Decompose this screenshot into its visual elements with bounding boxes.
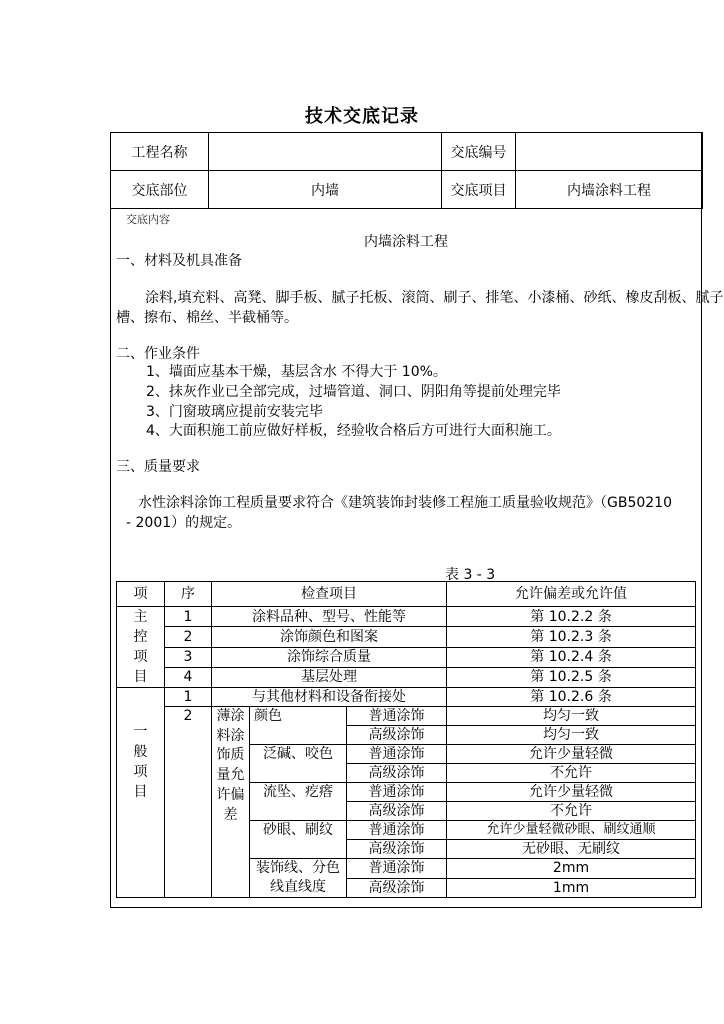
thin-coating-label: 薄涂料涂饰质量允许偏差 xyxy=(212,707,250,898)
seq-cell: 4 xyxy=(165,667,212,687)
check-cell: 基层处理 xyxy=(212,667,447,687)
document-title: 技术交底记录 xyxy=(305,106,419,127)
section-3-line-2: - 2001）的规定。 xyxy=(126,515,242,531)
header-table xyxy=(110,132,703,209)
allow-cell: 均匀一致 xyxy=(447,726,696,745)
seq-cell: 1 xyxy=(165,607,212,627)
check-cell: 与其他材料和设备衔接处 xyxy=(212,688,447,707)
section-1-heading: 一、材料及机具准备 xyxy=(116,253,242,269)
allow-cell: 无砂眼、无刷纹 xyxy=(447,840,696,859)
check-cell: 涂料品种、型号、性能等 xyxy=(212,607,447,627)
allow-cell: 1mm xyxy=(447,878,696,898)
allow-cell: 允许少量轻微 xyxy=(447,783,696,802)
allow-cell: 允许少量轻微 xyxy=(447,745,696,764)
part-value: 内墙 xyxy=(209,171,442,209)
table-row xyxy=(117,627,696,647)
table-row xyxy=(117,647,696,667)
th-check: 检查项目 xyxy=(212,582,447,607)
sub-item-name: 泛碱、咬色 xyxy=(250,745,347,783)
allow-cell: 第 10.2.3 条 xyxy=(447,627,696,647)
allow-cell: 第 10.2.6 条 xyxy=(447,688,696,707)
grade-cell: 高级涂饰 xyxy=(347,726,447,745)
check-cell: 涂饰综合质量 xyxy=(212,647,447,667)
seq-cell: 1 xyxy=(165,688,212,707)
grade-cell: 高级涂饰 xyxy=(347,802,447,821)
seq-cell: 2 xyxy=(165,627,212,647)
grade-cell: 高级涂饰 xyxy=(347,840,447,859)
check-cell: 涂饰颜色和图案 xyxy=(212,627,447,647)
sub-item-name: 颜色 xyxy=(250,707,347,745)
grade-cell: 普通涂饰 xyxy=(347,821,447,840)
th-seq: 序 xyxy=(165,582,212,607)
section-2-item-3: 3、门窗玻璃应提前安装完毕 xyxy=(146,404,323,420)
table-caption: 表 3 - 3 xyxy=(445,567,496,583)
part-label: 交底部位 xyxy=(111,171,209,209)
section-2-item-1: 1、墙面应基本干燥，基层含水 不得大于 10%。 xyxy=(146,364,447,380)
allow-cell: 不允许 xyxy=(447,764,696,783)
allow-cell: 不允许 xyxy=(447,802,696,821)
sub-item-name: 流坠、疙瘩 xyxy=(250,783,347,821)
sub-item-name: 砂眼、刷纹 xyxy=(250,821,347,859)
section-2-heading: 二、作业条件 xyxy=(116,346,200,362)
grade-cell: 普通涂饰 xyxy=(347,707,447,726)
disclosure-no-label: 交底编号 xyxy=(442,133,516,171)
quality-table xyxy=(116,581,696,898)
section-2-item-2: 2、抹灰作业已全部完成，过墙管道、洞口、阴阳角等提前处理完毕 xyxy=(146,384,561,400)
section-3-line-1: 水性涂料涂饰工程质量要求符合《建筑装饰封装修工程施工质量验收规范》（GB50210 xyxy=(138,495,672,511)
project-name-label: 工程名称 xyxy=(111,133,209,171)
header-row-1 xyxy=(111,133,703,171)
grade-cell: 高级涂饰 xyxy=(347,878,447,898)
general-group-label: 一般项目 xyxy=(117,688,165,898)
grade-cell: 普通涂饰 xyxy=(347,859,447,879)
main-group-label: 主控项目 xyxy=(117,607,165,688)
section-1-line-1: 涂料,填充料、高凳、脚手板、腻子托板、滚筒、刷子、排笔、小漆桶、砂纸、橡皮刮板、腻子 xyxy=(145,290,724,306)
grade-cell: 普通涂饰 xyxy=(347,783,447,802)
sub-item-name: 装饰线、分色线直线度 xyxy=(250,859,347,898)
section-1-line-2: 槽、擦布、棉丝、半截桶等。 xyxy=(116,310,298,326)
allow-cell: 第 10.2.2 条 xyxy=(447,607,696,627)
grade-cell: 普通涂饰 xyxy=(347,745,447,764)
grade-cell: 高级涂饰 xyxy=(347,764,447,783)
allow-cell: 第 10.2.5 条 xyxy=(447,667,696,687)
table-row xyxy=(117,667,696,687)
content-label: 交底内容 xyxy=(126,213,170,226)
header-row-2 xyxy=(111,171,703,209)
item-label: 交底项目 xyxy=(442,171,516,209)
content-title: 内墙涂料工程 xyxy=(364,234,448,250)
table-row xyxy=(117,707,696,726)
table-header-row xyxy=(117,582,696,607)
section-3-heading: 三、质量要求 xyxy=(116,459,200,475)
seq-cell: 2 xyxy=(165,707,212,898)
allow-cell: 均匀一致 xyxy=(447,707,696,726)
item-value: 内墙涂料工程 xyxy=(516,171,703,209)
section-2-item-4: 4、大面积施工前应做好样板，经验收合格后方可进行大面积施工。 xyxy=(146,423,561,439)
table-row xyxy=(117,607,696,627)
project-name-value xyxy=(209,133,442,171)
allow-cell: 2mm xyxy=(447,859,696,879)
table-row xyxy=(117,688,696,707)
th-item: 项 xyxy=(117,582,165,607)
th-allow: 允许偏差或允许值 xyxy=(447,582,696,607)
allow-cell: 允许少量轻微砂眼、刷纹通顺 xyxy=(447,821,696,840)
disclosure-no-value xyxy=(516,133,703,171)
seq-cell: 3 xyxy=(165,647,212,667)
allow-cell: 第 10.2.4 条 xyxy=(447,647,696,667)
